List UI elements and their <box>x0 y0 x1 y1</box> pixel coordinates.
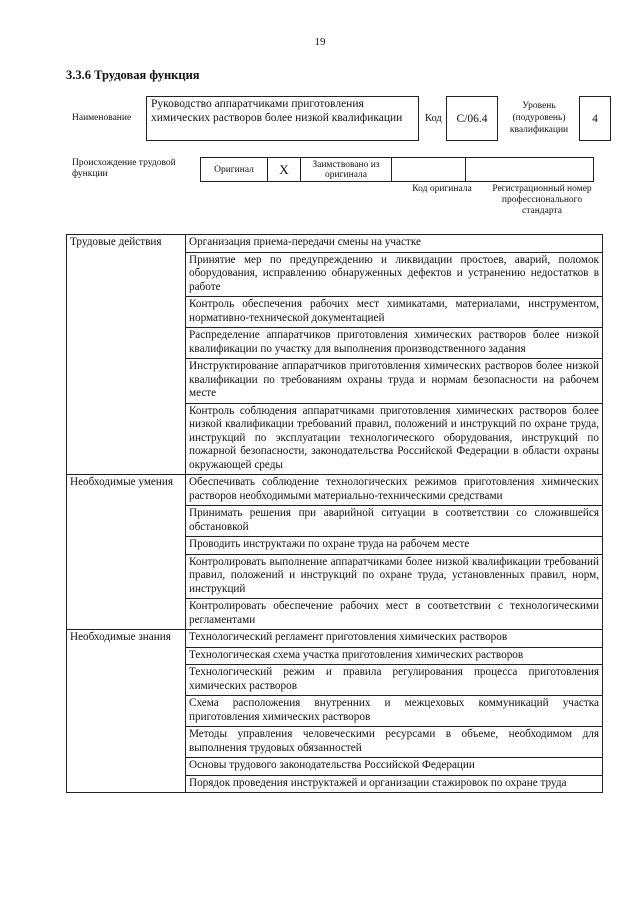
name-label: Наименование <box>72 113 132 123</box>
table-item: Технологический режим и правила регулирования процесса приготовления химических растворов <box>186 665 603 696</box>
function-table <box>66 234 603 793</box>
table-item: Контроль соблюдения аппаратчиками приготовления химических растворов более низкой квалификации требований правил, положений и инструкций по охране труда, инструкций по эксплуатации технологического оборудования, инструкций по пожарной безопасности, законодательства Российской Федерации в области охраны окружающей среды <box>186 403 603 475</box>
level-value: 4 <box>579 96 611 141</box>
code-label: Код <box>425 113 442 124</box>
table-item: Методы управления человеческими ресурсами в объеме, необходимом для выполнения трудовых обязанностей <box>186 727 603 758</box>
section-category: Необходимые знания <box>67 630 186 793</box>
table-row <box>67 235 603 253</box>
original-code-cell <box>392 158 466 182</box>
table-item: Основы трудового законодательства Российской Федерации <box>186 758 603 776</box>
table-item: Организация приема-передачи смены на участке <box>186 235 603 253</box>
function-table-body <box>67 235 603 793</box>
table-item: Проводить инструктажи по охране труда на рабочем месте <box>186 537 603 555</box>
table-item: Принятие мер по предупреждению и ликвидации простоев, аварий, поломок оборудования, исправлению обнаруженных дефектов и устранению недостатков в работе <box>186 252 603 297</box>
table-item: Распределение аппаратчиков приготовления химических растворов более низкой квалификации по участку для выполнения производственного задания <box>186 328 603 359</box>
table-item: Схема расположения внутренних и межцеховых коммуникаций участка приготовления химических растворов <box>186 696 603 727</box>
registration-number-cell <box>466 158 594 182</box>
table-item: Контролировать выполнение аппаратчиками более низкой квалификации требований правил, положений и инструкций по охране труда, установленных правил, норм, инструкций <box>186 554 603 599</box>
registration-caption: Регистрационный номер профессионального стандарта <box>492 184 592 216</box>
table-row <box>67 630 603 648</box>
page-number: 19 <box>314 36 326 48</box>
table-item: Технологическая схема участка приготовления химических растворов <box>186 647 603 665</box>
table-item: Технологический регламент приготовления химических растворов <box>186 630 603 648</box>
table-row <box>67 475 603 506</box>
code-value: C/06.4 <box>446 96 498 141</box>
table-item: Принимать решения при аварийной ситуации в соответствии со сложившейся обстановкой <box>186 506 603 537</box>
table-item: Инструктирование аппаратчиков приготовления химических растворов более низкой квалификации по требованиям охраны труда и нормам безопасности на рабочем месте <box>186 359 603 404</box>
table-item: Обеспечивать соблюдение технологических режимов приготовления химических растворов необходимыми материально-техническими средствами <box>186 475 603 506</box>
original-label: Оригинал <box>201 158 268 182</box>
section-title: 3.3.6 Трудовая функция <box>66 68 200 82</box>
origin-label: Происхождение трудовой функции <box>72 158 176 179</box>
section-category: Необходимые умения <box>67 475 186 630</box>
borrowed-label: Заимствовано из оригинала <box>301 158 392 182</box>
original-mark: X <box>268 158 301 182</box>
table-item: Порядок проведения инструктажей и организации стажировок по охране труда <box>186 775 603 793</box>
section-category: Трудовые действия <box>67 235 186 475</box>
name-value: Руководство аппаратчиками приготовления химических растворов более низкой квалификации <box>146 96 419 141</box>
table-item: Контролировать обеспечение рабочих мест в соответствии с технологическими регламентами <box>186 599 603 630</box>
table-item: Контроль обеспечения рабочих мест химикатами, материалами, инструментом, нормативно-технической документацией <box>186 297 603 328</box>
origin-table <box>200 157 594 182</box>
code-caption: Код оригинала <box>412 184 472 194</box>
level-label: Уровень (подуровень) квалификации <box>509 101 569 135</box>
